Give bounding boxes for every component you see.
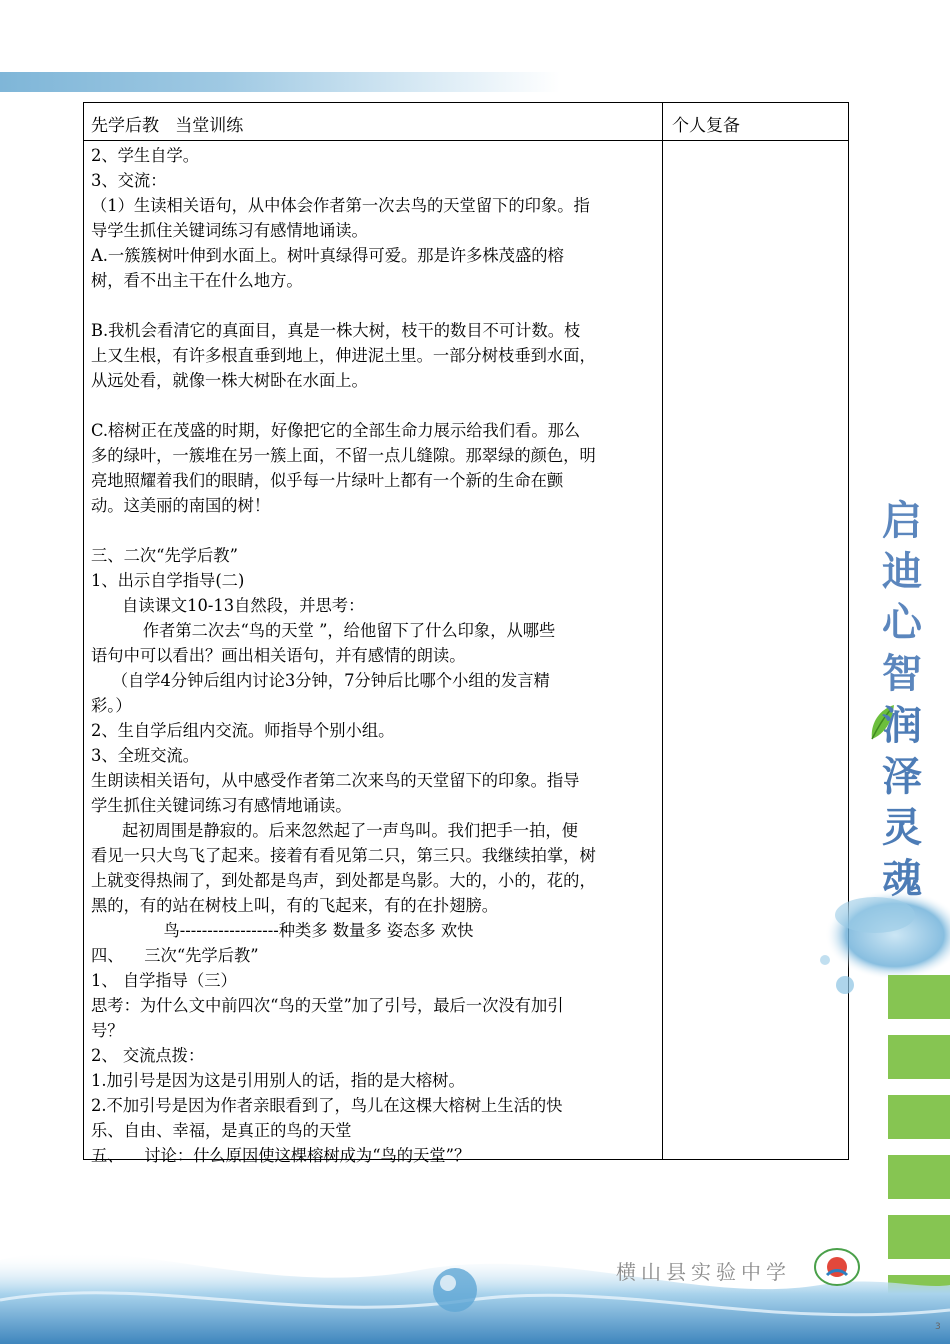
text-line: 多的绿叶，一簇堆在另一簇上面，不留一点儿缝隙。那翠绿的颜色，明 [91, 446, 596, 465]
slogan-char: 启 [882, 497, 922, 544]
slogan-char: 泽 [882, 753, 922, 800]
text-line: 3、全班交流。 [91, 746, 200, 765]
blank-line [91, 393, 657, 418]
text-line: 导学生抓住关键词练习有感情地诵读。 [91, 221, 368, 240]
text-line: 2、 交流点拨： [91, 1046, 205, 1065]
text-line: 学生抓住关键词练习有感情地诵读。 [91, 796, 352, 815]
text-line: 1、出示自学指导(二) [91, 571, 245, 590]
text-line: A.一簇簇树叶伸到水面上。树叶真绿得可爱。那是许多株茂盛的榕 [91, 246, 564, 265]
text-line: 2、生自学后组内交流。师指导个别小组。 [91, 721, 395, 740]
blank-line [91, 518, 657, 543]
green-block [888, 975, 950, 1019]
text-line: 鸟------------------种类多 数量多 姿态多 欢快 [91, 921, 474, 940]
text-line: 号？ [91, 1021, 124, 1040]
text-line: 从远处看，就像一株大树卧在水面上。 [91, 371, 368, 390]
text-line: （1）生读相关语句，从中体会作者第一次去鸟的天堂留下的印象。指 [91, 196, 590, 215]
lesson-table [83, 102, 849, 1165]
slogan-char: 迪 [882, 548, 922, 595]
text-line: 2.不加引号是因为作者亲眼看到了，鸟儿在这棵大榕树上生活的快 [91, 1096, 563, 1115]
text-line: 思考：为什么文中前四次“鸟的天堂”加了引号，最后一次没有加引 [91, 996, 564, 1015]
slogan-top [872, 495, 932, 699]
table-header-row [84, 103, 848, 141]
text-line: 上又生根，有许多根直垂到地上，伸进泥土里。一部分树枝垂到水面， [91, 346, 596, 365]
green-block [888, 1095, 950, 1139]
slogan-char: 智 [882, 650, 922, 697]
slogan-char: 魂 [882, 855, 922, 902]
school-logo-icon [813, 1247, 861, 1287]
text-line: 作者第二次去“鸟的天堂 ”，给他留下了什么印象，从哪些 [91, 621, 556, 640]
text-line: 动。这美丽的南国的树！ [91, 496, 271, 515]
text-line: 看见一只大鸟飞了起来。接着有看见第二只，第三只。我继续拍掌，树 [91, 846, 596, 865]
blank-line [91, 293, 657, 318]
lesson-content [91, 143, 657, 1168]
text-line: 四、 三次“先学后教” [91, 946, 259, 965]
text-line: 乐、自由、幸福，是真正的鸟的天堂 [91, 1121, 352, 1140]
page-number: 3 [935, 1322, 941, 1332]
school-name: 横山县实验中学 [616, 1260, 791, 1284]
text-line: 亮地照耀着我们的眼睛，似乎每一片绿叶上都有一个新的生命在颤 [91, 471, 564, 490]
slogan-char: 心 [882, 599, 922, 646]
green-block [888, 1035, 950, 1079]
text-line: 起初周围是静寂的。后来忽然起了一声鸟叫。我们把手一拍，便 [91, 821, 578, 840]
text-line: B.我机会看清它的真面目，真是一株大树，枝干的数目不可计数。枝 [91, 321, 581, 340]
column-divider [662, 103, 663, 1159]
text-line: 彩。） [91, 696, 132, 715]
text-line: 黑的，有的站在树枝上叫，有的飞起来，有的在扑翅膀。 [91, 896, 499, 915]
text-line: 1、 自学指导（三） [91, 971, 237, 990]
water-wave-graphic [0, 1190, 950, 1344]
header-personal-prep: 个人复备 [672, 116, 740, 136]
slogan-bottom [872, 700, 932, 904]
text-line: 语句中可以看出？画出相关语句，并有感情的朗读。 [91, 646, 466, 665]
header-lesson-section: 先学后教 当堂训练 [91, 116, 244, 136]
text-line: 2、学生自学。 [91, 146, 200, 165]
text-line: 树，看不出主干在什么地方。 [91, 271, 303, 290]
slogan-char: 灵 [882, 804, 922, 851]
slogan-char: 润 [882, 702, 922, 749]
text-line: 五、 讨论：什么原因使这棵榕树成为“鸟的天堂”？ [91, 1146, 471, 1165]
text-line: 1.加引号是因为这是引用别人的话，指的是大榕树。 [91, 1071, 465, 1090]
header-stripe [0, 72, 560, 92]
text-line: C.榕树正在茂盛的时期，好像把它的全部生命力展示给我们看。那么 [91, 421, 581, 440]
text-line: 三、二次“先学后教” [91, 546, 238, 565]
text-line: 自读课文10-13自然段，并思考： [91, 596, 365, 615]
text-line: 3、交流： [91, 171, 167, 190]
text-line: 生朗读相关语句，从中感受作者第二次来鸟的天堂留下的印象。指导 [91, 771, 580, 790]
text-line: （自学4分钟后组内讨论3分钟，7分钟后比哪个小组的发言精 [91, 671, 550, 690]
text-line: 上就变得热闹了，到处都是鸟声，到处都是鸟影。大的，小的，花的， [91, 871, 596, 890]
